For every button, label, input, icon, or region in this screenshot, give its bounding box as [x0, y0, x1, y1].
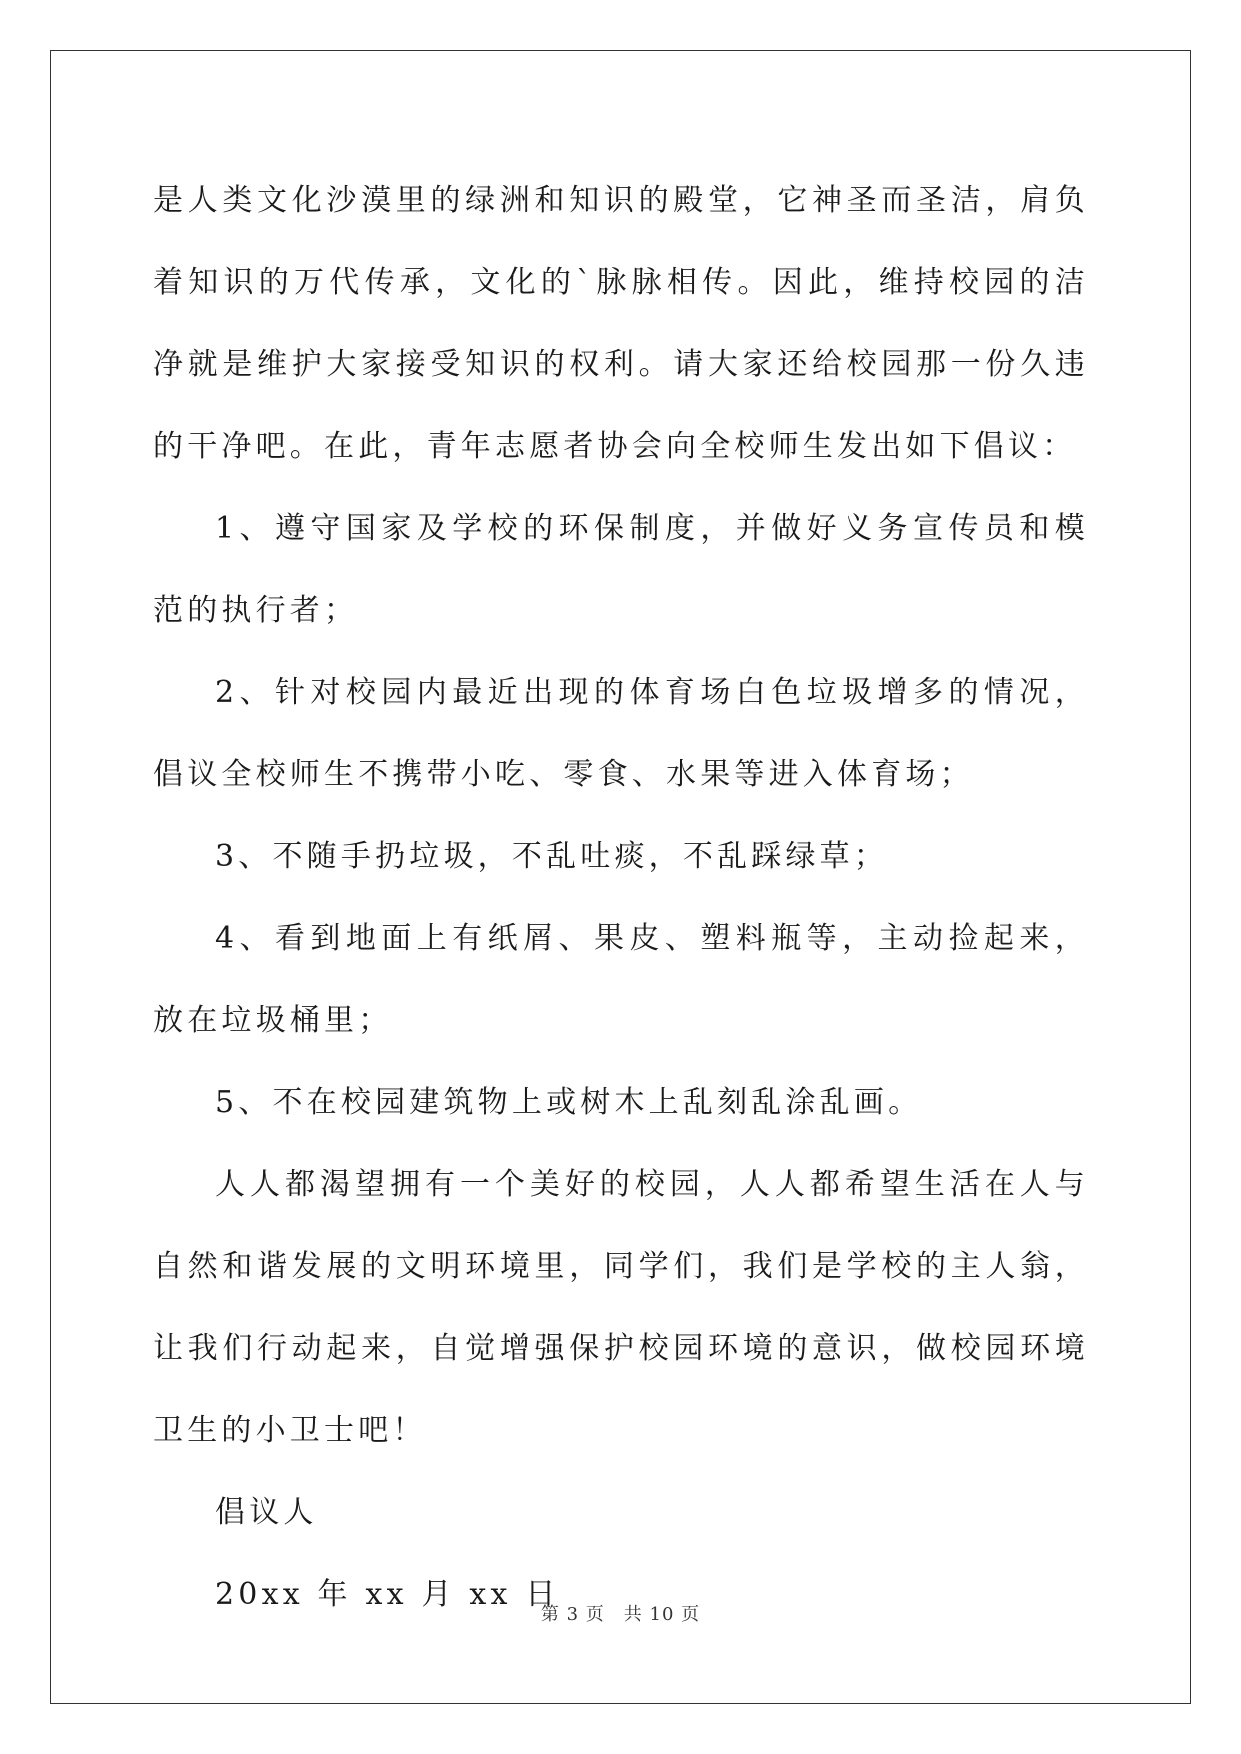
page-footer: 第 3 页 共 10 页	[540, 1604, 701, 1625]
paragraph-item-3: 3、不随手扔垃圾，不乱吐痰，不乱踩绿草；	[215, 839, 889, 874]
paragraph-signature: 倡议人	[215, 1495, 318, 1530]
paragraph-date: 20xx 年 xx 月 xx 日	[215, 1577, 560, 1612]
paragraph-closing: 人人都渴望拥有一个美好的校园，人人都希望生活在人与自然和谐发展的文明环境里，同学们，我们是学校的主人翁，让我们行动起来，自觉增强保护校园环境的意识，做校园环境卫生的小卫士吧！	[153, 1167, 1089, 1448]
paragraph-item-5: 5、不在校园建筑物上或树木上乱刻乱涂乱画。	[215, 1085, 923, 1120]
paragraph-item-1: 1、遵守国家及学校的环保制度，并做好义务宣传员和模范的执行者；	[153, 511, 1089, 628]
document-body	[153, 160, 1089, 1636]
paragraph-intro: 是人类文化沙漠里的绿洲和知识的殿堂，它神圣而圣洁，肩负着知识的万代传承，文化的`脉脉相传。因此，维持校园的洁净就是维护大家接受知识的权利。请大家还给校园那一份久违的干净吧。在此，青年志愿者协会向全校师生发出如下倡议：	[153, 183, 1089, 464]
paragraph-item-2: 2、针对校园内最近出现的体育场白色垃圾增多的情况，倡议全校师生不携带小吃、零食、水果等进入体育场；	[153, 675, 1089, 792]
paragraph-item-4: 4、看到地面上有纸屑、果皮、塑料瓶等，主动捡起来，放在垃圾桶里；	[153, 921, 1089, 1038]
